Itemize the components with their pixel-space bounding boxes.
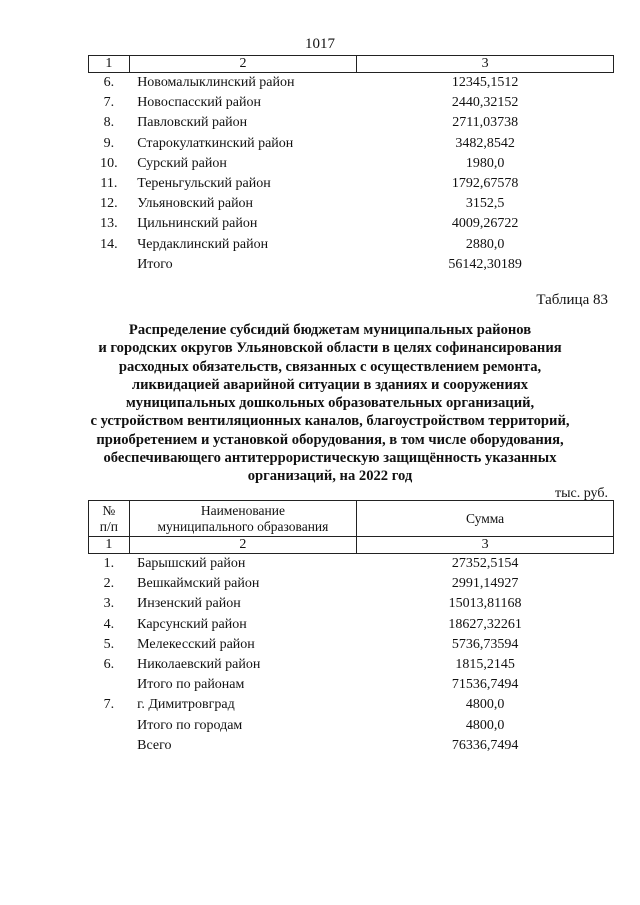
row-value: 2880,0 (465, 236, 505, 252)
row-value: 2711,03738 (452, 115, 519, 131)
title-line: с устройством вентиляционных каналов, благоустройством территорий, (90, 413, 570, 430)
total-label: Итого (137, 256, 173, 272)
table-row (89, 655, 614, 675)
row-value: 1792,67578 (451, 176, 519, 192)
header-col-2: 2 (129, 56, 357, 73)
table-row (89, 174, 614, 194)
header-numbers-row (89, 537, 614, 554)
subtotal-cities-label: Итого по городам (137, 717, 243, 733)
row-name: Ульяновский район (137, 196, 254, 212)
row-name: Сурский район (137, 155, 227, 171)
header-sum-col: Сумма (357, 501, 614, 537)
table-row (89, 554, 614, 575)
row-number: 13. (100, 216, 118, 232)
table-title (60, 321, 600, 486)
grand-total-value: 76336,7494 (451, 737, 519, 753)
row-name: Старокулаткинский район (137, 135, 294, 151)
row-number: 12. (100, 196, 118, 212)
table-row (89, 154, 614, 174)
table-row (89, 235, 614, 255)
row-value: 3152,5 (465, 196, 505, 212)
header-name-col (129, 501, 356, 537)
row-name: Николаевский район (137, 657, 261, 673)
row-name: Павловский район (137, 115, 248, 131)
header-number-1: 1 (89, 537, 130, 554)
row-name: г. Димитровград (137, 697, 235, 713)
header-col-1: 1 (89, 56, 130, 73)
table-row (89, 574, 614, 594)
row-value: 1980,0 (465, 155, 505, 171)
city-row (89, 695, 614, 715)
header-num-line1: № (102, 502, 116, 518)
row-number: 9. (103, 135, 115, 151)
row-value: 5736,73594 (451, 636, 519, 652)
row-value: 4009,26722 (451, 216, 519, 232)
table-row (89, 194, 614, 214)
title-line: приобретением и установкой оборудования, в том числе оборудования, (96, 431, 564, 448)
row-name: Новомалыклинский район (137, 75, 295, 91)
header-num-col (89, 501, 130, 537)
header-number-2: 2 (129, 537, 356, 554)
table-row (89, 615, 614, 635)
page-number: 1017 (305, 36, 335, 52)
title-line: ликвидацией аварийной ситуации в зданиях и сооружениях (131, 376, 529, 393)
top-table (88, 55, 614, 275)
row-number: 2. (103, 576, 115, 592)
row-number: 7. (103, 697, 115, 713)
subsidy-table (88, 500, 614, 756)
row-value: 15013,81168 (448, 596, 522, 612)
row-value: 1815,2145 (455, 657, 515, 673)
title-line: организаций, на 2022 год (247, 468, 413, 485)
row-name: Барышский район (137, 556, 246, 572)
table-row (89, 594, 614, 614)
total-value: 56142,30189 (448, 256, 522, 272)
subtotal-cities-row (89, 716, 614, 736)
total-row (89, 255, 614, 275)
grand-total-label: Всего (137, 737, 172, 753)
row-value: 2991,14927 (451, 576, 519, 592)
row-number: 14. (100, 236, 118, 252)
subsidy-table-header (89, 501, 614, 537)
row-name: Карсунский район (137, 616, 247, 632)
row-name: Тереньгульский район (137, 176, 271, 192)
header-number-3: 3 (357, 537, 614, 554)
units-label: тыс. руб. (555, 486, 608, 501)
row-value: 27352,5154 (451, 556, 519, 572)
row-number: 10. (100, 155, 118, 171)
table-row (89, 134, 614, 154)
row-number: 3. (103, 596, 115, 612)
table-row (89, 113, 614, 133)
row-number: 6. (103, 657, 115, 673)
row-name: Чердаклинский район (137, 236, 269, 252)
table-row (89, 635, 614, 655)
title-line: муниципальных дошкольных образовательных организаций, (125, 395, 535, 412)
row-number: 5. (103, 636, 115, 652)
row-number: 11. (100, 176, 118, 192)
table-label: Таблица 83 (536, 292, 608, 308)
row-name: Вешкаймский район (137, 576, 260, 592)
row-name: Инзенский район (137, 596, 241, 612)
title-line: обеспечивающего антитеррористическую защищённость указанных (103, 450, 557, 467)
row-name: Мелекесский район (137, 636, 255, 652)
subtotal-cities-value: 4800,0 (465, 717, 505, 733)
subtotal-districts-row (89, 675, 614, 695)
top-table-header (89, 56, 614, 73)
row-name: Цильнинский район (137, 216, 258, 232)
row-number: 6. (103, 75, 115, 91)
row-number: 4. (103, 616, 115, 632)
row-number: 8. (103, 115, 115, 131)
row-value: 3482,8542 (455, 135, 515, 151)
row-number: 1. (103, 556, 115, 572)
title-line: и городских округов Ульяновской области в целях софинансирования (98, 340, 562, 357)
row-name: Новоспасский район (137, 95, 261, 111)
grand-total-row (89, 736, 614, 756)
header-col-3: 3 (357, 56, 614, 73)
row-number: 7. (103, 95, 115, 111)
title-line: Распределение субсидий бюджетам муниципальных районов (128, 322, 532, 338)
row-value: 12345,1512 (451, 75, 519, 91)
header-name-line1: Наименование (200, 502, 285, 518)
row-value: 2440,32152 (451, 95, 519, 111)
table-row (89, 73, 614, 94)
row-value: 18627,32261 (448, 616, 522, 632)
header-num-line2: п/п (99, 518, 118, 534)
subtotal-districts-value: 71536,7494 (451, 677, 519, 693)
title-line: расходных обязательств, связанных с осуществлением ремонта, (118, 358, 542, 375)
subtotal-districts-label: Итого по районам (137, 677, 245, 693)
header-name-line2: муниципального образования (157, 518, 329, 534)
row-value: 4800,0 (465, 697, 505, 713)
table-row (89, 93, 614, 113)
table-row (89, 214, 614, 234)
